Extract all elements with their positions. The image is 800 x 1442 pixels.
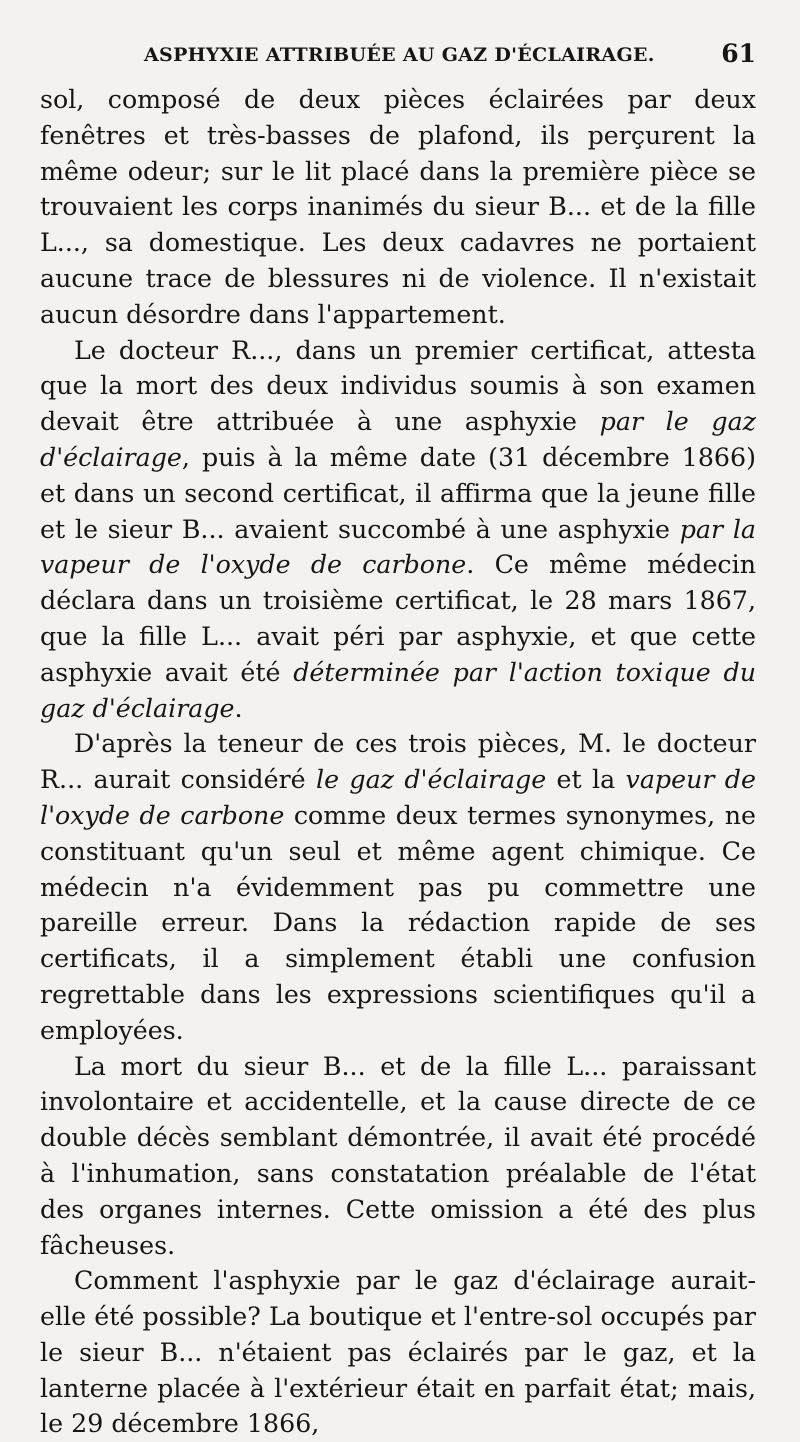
paragraph-text: et la [546,765,626,795]
paragraph-text: D'après la teneur de ces trois pièces, M. le docteur R... aurait considéré [40,729,756,795]
paragraph-text: La mort du sieur B... et de la fille L... paraissant involontaire et accidentelle, et la cause directe de ce double décès semblant démontrée, il avait été procédé à l'inhumation, sans constatation préalable de l'état des organes internes. Cette omission a été des plus fâcheuses. [40,1051,756,1260]
paragraph-3 [40,726,756,1048]
italic-text: déterminée par l'action toxique du gaz d'éclairage [40,657,756,723]
paragraph-text: . Ce même médecin déclara dans un troisième certificat, le 28 mars 1867, que la fille L... avait péri par asphyxie, et que cette asphyxie avait été [40,550,756,687]
paragraph-text: sol, composé de deux pièces éclairées par deux fenêtres et très-basses de plafond, ils perçurent la même odeur; sur le lit placé dans la première pièce se trouvaient les corps inanimés du sieur B... et de la fille L..., sa domestique. Les deux cadavres ne portaient aucune trace de blessures ni de violence. Il n'existait aucun désordre dans l'appartement. [40,85,756,329]
italic-text: vapeur de l'oxyde de carbone [40,765,756,830]
paragraph-text: Le docteur R..., dans un premier certificat, attesta que la mort des deux individus soumis à son examen devait être attribuée à une asphyxie [40,335,756,437]
paragraph-text: Comment l'asphyxie par le gaz d'éclairage aurait-elle été possible? La boutique et l'entre-sol occupés par le sieur B... n'étaient pas éclairés par le gaz, et la lanterne placée à l'extérieur était en parfait état; mais, le 29 décembre 1866, [40,1266,756,1439]
paragraph-4 [40,1049,756,1264]
paragraph-text: comme deux termes synonymes, ne constituant qu'un seul et même agent chimique. Ce médecin n'a évidemment pas pu commettre une pareille erreur. Dans la rédaction rapide de ses certificats, il a simplement établi une confusion regrettable dans les expressions scientifiques qu'il a employées. [40,800,756,1045]
page-number: 61 [721,39,756,68]
paragraph-1 [40,82,756,333]
paragraph-2 [40,333,756,727]
italic-text: par la vapeur de l'oxyde de carbone [40,514,756,580]
italic-text: par le gaz d'éclairage [40,407,756,472]
italic-text: le gaz d'éclairage [315,765,547,795]
paragraph-text: , puis à la même date (31 décembre 1866) et dans un second certificat, il affirma que la jeune fille et le sieur B... avaient succombé à une asphyxie [40,442,756,544]
paragraph-5 [40,1263,756,1442]
page-body [40,82,756,1442]
page-header [40,34,756,82]
paragraph-text: . [234,693,243,723]
running-title: ASPHYXIE ATTRIBUÉE AU GAZ D'ÉCLAIRAGE. [144,44,655,66]
